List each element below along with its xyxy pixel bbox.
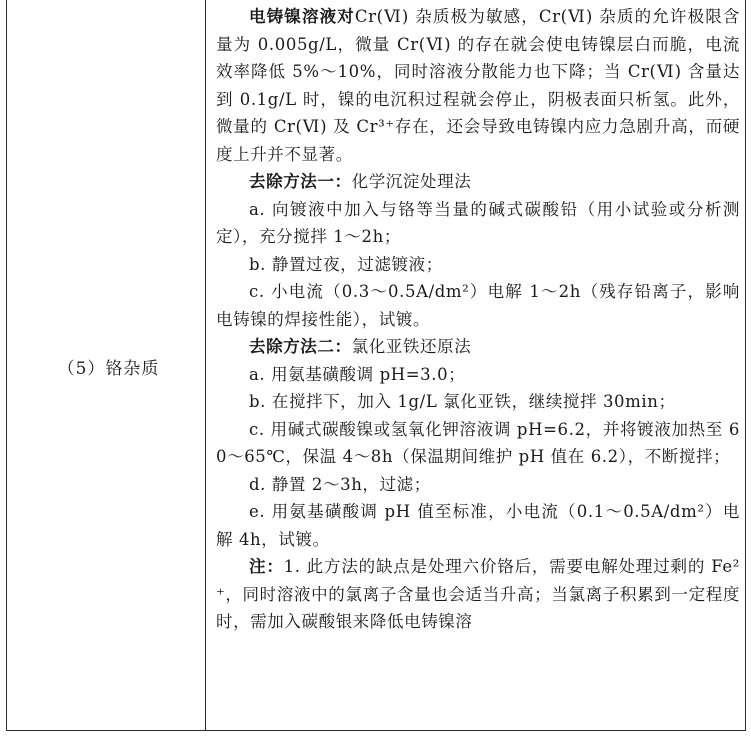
method-one-step-b	[216, 251, 740, 279]
step-text: d. 静置 2～3h，过滤；	[249, 474, 431, 494]
method-two-step-c	[216, 416, 740, 471]
paragraph-intro	[216, 3, 740, 168]
method-two-lead: 去除方法二：	[249, 337, 352, 356]
row-label-cell	[6, 0, 211, 731]
method-two-step-e	[216, 498, 740, 553]
content-cell	[216, 3, 740, 730]
step-text: e. 用氨基磺酸调 pH 值至标准，小电流（0.1～0.5A/dm²）电解 4h，试镀。	[216, 502, 740, 549]
method-two-heading	[216, 333, 740, 361]
intro-lead: 电铸镍溶液对	[249, 7, 355, 26]
method-one-title: 化学沉淀处理法	[351, 172, 472, 191]
method-two-title: 氯化亚铁还原法	[351, 337, 472, 356]
method-one-step-a	[216, 196, 740, 251]
method-one-lead: 去除方法一：	[249, 172, 352, 191]
step-text: c. 小电流（0.3～0.5A/dm²）电解 1～2h（残存铅离子，影响电铸镍的焊接性能），试镀。	[216, 282, 740, 329]
step-text: a. 向镀液中加入与铬等当量的碱式碳酸铅（用小试验或分析测定），充分搅拌 1～2h；	[216, 199, 740, 246]
method-two-step-a	[216, 361, 740, 389]
step-text: c. 用碱式碳酸镍或氢氧化钾溶液调 pH=6.2，并将镀液加热至 60～65℃，保温 4～8h（保温期间维护 pH 值在 6.2），不断搅拌；	[216, 419, 740, 466]
method-two-step-d	[216, 471, 740, 499]
method-one-heading	[216, 168, 740, 196]
method-two-step-b	[216, 388, 740, 416]
note-text: 1. 此方法的缺点是处理六价铬后，需要电解处理过剩的 Fe²⁺，同时溶液中的氯离子含量也会适当升高；当氯离子积累到一定程度时，需加入碳酸银来降低电铸镍溶	[216, 557, 740, 631]
method-one-step-c	[216, 278, 740, 333]
intro-text: Cr(Ⅵ) 杂质极为敏感，Cr(Ⅵ) 杂质的允许极限含量为 0.005g/L，微量 Cr(Ⅵ) 的存在就会使电铸镍层白而脆，电流效率降低 5%～10%，同时溶液分散能力也下降；当 Cr(Ⅵ) 含量达到 0.1g/L 时，镍的电沉积过程就会停止，阴极表面只析氢。此外，微量的 Cr(Ⅵ) 及 Cr³⁺存在，还会导致电铸镍内应力急剧升高，而硬度上升并不显著。	[216, 7, 740, 164]
row-label: （5）铬杂质	[57, 359, 160, 379]
step-text: b. 静置过夜，过滤镀液；	[249, 254, 443, 274]
note-lead: 注：	[249, 557, 284, 576]
step-text: b. 在搅拌下，加入 1g/L 氯化亚铁，继续搅拌 30min；	[249, 392, 676, 411]
note-paragraph	[216, 553, 740, 636]
step-text: a. 用氨基磺酸调 pH=3.0；	[249, 364, 466, 384]
